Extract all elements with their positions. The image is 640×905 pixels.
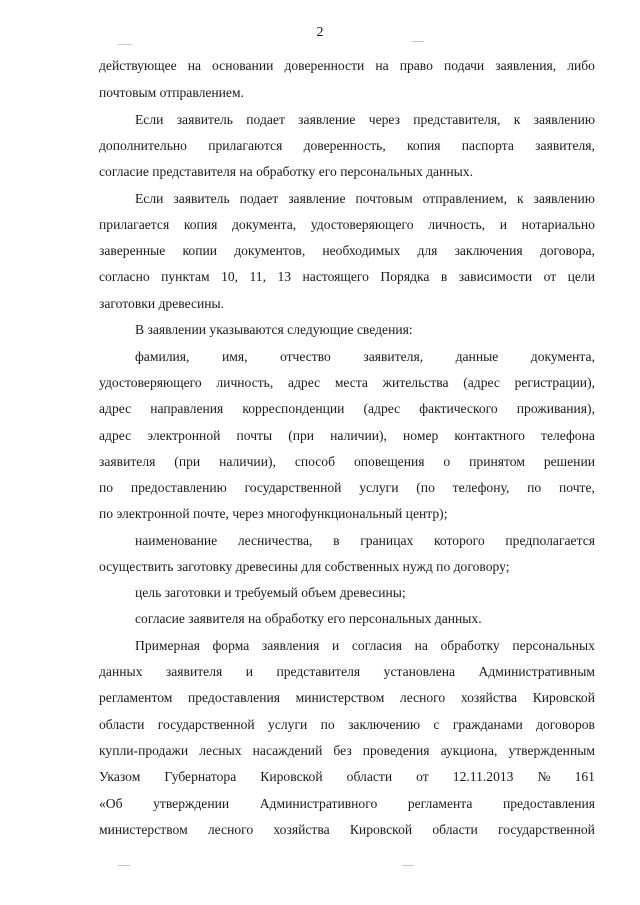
text-line: Указом Губернатора Кировской области от 12.11.2013 № 161 [99, 769, 595, 784]
text-line: прилагается копия документа, удостоверяющего личность, и нотариально [99, 217, 595, 232]
text-line: «Об утверждении Административного регламента предоставления [99, 796, 595, 811]
text-line: дополнительно прилагаются доверенность, копия паспорта заявителя, [99, 138, 595, 153]
text-line: заявителя (при наличии), способ оповещения о принятом решении [99, 454, 595, 469]
text-line: данных заявителя и представителя установлена Административным [99, 664, 595, 679]
text-line: согласие представителя на обработку его персональных данных. [99, 164, 473, 179]
text-line: согласие заявителя на обработку его персональных данных. [135, 611, 482, 626]
text-line: купли-продажи лесных насаждений без проведения аукциона, утвержденным [99, 743, 595, 758]
scan-speck [412, 41, 424, 42]
text-line: Если заявитель подает заявление почтовым отправлением, к заявлению [135, 191, 595, 206]
page-number: 2 [316, 25, 324, 40]
text-line: Если заявитель подает заявление через представителя, к заявлению [135, 112, 595, 127]
scan-speck [402, 865, 414, 866]
text-line: почтовым отправлением. [99, 85, 244, 100]
text-line: действующее на основании доверенности на право подачи заявления, либо [99, 58, 595, 73]
text-line: министерством лесного хозяйства Кировской области государственной [99, 822, 595, 837]
text-line: адрес электронной почты (при наличии), номер контактного телефона [99, 428, 595, 443]
text-line: по предоставлению государственной услуги (по телефону, по почте, [99, 480, 595, 495]
text-line: адрес направления корреспонденции (адрес фактического проживания), [99, 401, 595, 416]
text-line: согласно пунктам 10, 11, 13 настоящего Порядка в зависимости от цели [99, 269, 595, 284]
text-line: удостоверяющего личность, адрес места жительства (адрес регистрации), [99, 375, 595, 390]
text-line: фамилия, имя, отчество заявителя, данные документа, [135, 349, 595, 364]
text-line: наименование лесничества, в границах которого предполагается [135, 533, 595, 548]
text-line: заготовки древесины. [99, 296, 225, 311]
text-line: области государственной услуги по заключению с гражданами договоров [99, 717, 595, 732]
text-line: по электронной почте, через многофункциональный центр); [99, 506, 448, 521]
scan-speck [118, 865, 130, 866]
text-line: осуществить заготовку древесины для собственных нужд по договору; [99, 559, 510, 574]
text-line: регламентом предоставления министерством лесного хозяйства Кировской [99, 690, 595, 705]
text-line: цель заготовки и требуемый объем древесины; [135, 585, 406, 600]
text-line: В заявлении указываются следующие сведения: [135, 322, 413, 337]
scan-speck [118, 44, 132, 45]
text-line: заверенные копии документов, необходимых для заключения договора, [99, 243, 595, 258]
text-line: Примерная форма заявления и согласия на обработку персональных [135, 638, 595, 653]
